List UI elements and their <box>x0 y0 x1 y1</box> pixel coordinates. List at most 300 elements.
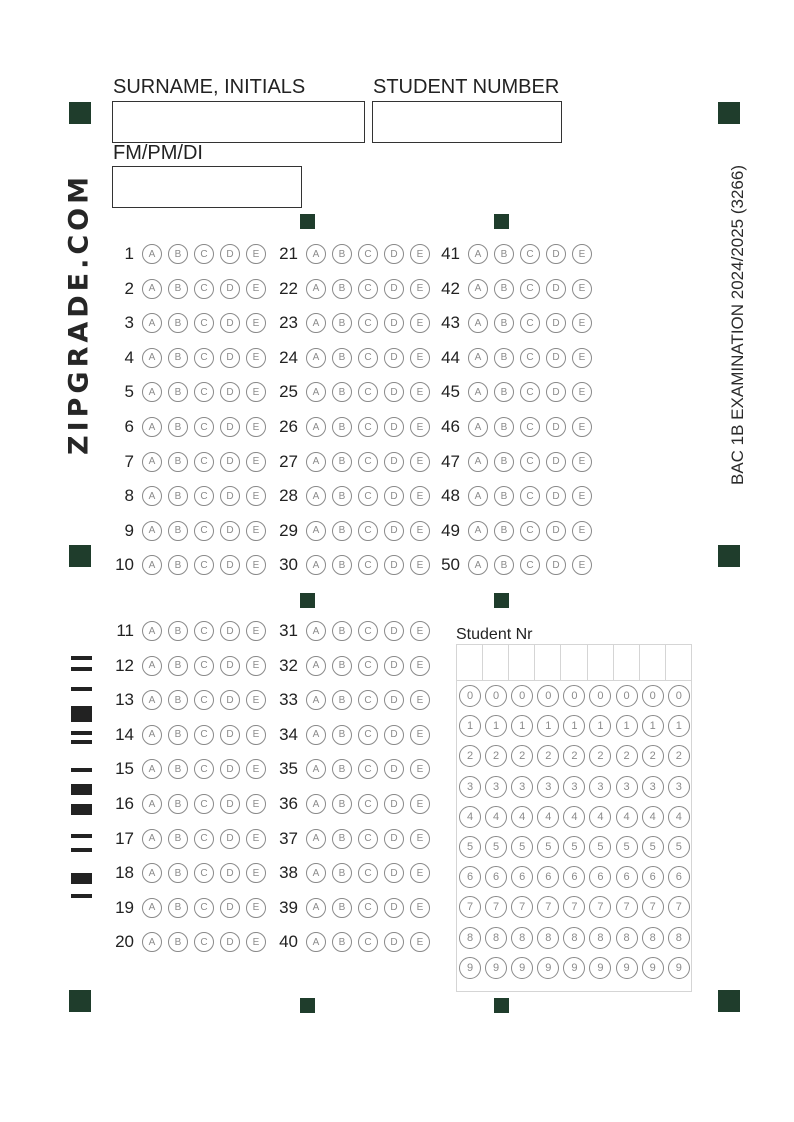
answer-bubble-45-d[interactable]: D <box>546 382 566 402</box>
answer-bubble-46-b[interactable]: B <box>494 417 514 437</box>
answer-bubble-34-b[interactable]: B <box>332 725 352 745</box>
answer-bubble-22-a[interactable]: A <box>306 279 326 299</box>
student-nr-bubble-col7-5[interactable]: 5 <box>616 836 638 858</box>
answer-bubble-45-a[interactable]: A <box>468 382 488 402</box>
student-nr-bubble-col1-8[interactable]: 8 <box>459 927 481 949</box>
student-nr-bubble-col5-5[interactable]: 5 <box>563 836 585 858</box>
answer-bubble-46-c[interactable]: C <box>520 417 540 437</box>
student-nr-bubble-col7-1[interactable]: 1 <box>616 715 638 737</box>
answer-bubble-40-c[interactable]: C <box>358 932 378 952</box>
answer-bubble-1-b[interactable]: B <box>168 244 188 264</box>
answer-bubble-24-a[interactable]: A <box>306 348 326 368</box>
answer-bubble-29-c[interactable]: C <box>358 521 378 541</box>
student-nr-bubble-col1-9[interactable]: 9 <box>459 957 481 979</box>
answer-bubble-6-e[interactable]: E <box>246 417 266 437</box>
answer-bubble-43-a[interactable]: A <box>468 313 488 333</box>
answer-bubble-20-e[interactable]: E <box>246 932 266 952</box>
student-nr-bubble-col4-4[interactable]: 4 <box>537 806 559 828</box>
student-nr-bubble-col9-7[interactable]: 7 <box>668 896 690 918</box>
answer-bubble-49-a[interactable]: A <box>468 521 488 541</box>
student-nr-entry-cell[interactable] <box>457 645 483 681</box>
student-nr-bubble-col6-7[interactable]: 7 <box>589 896 611 918</box>
answer-bubble-41-a[interactable]: A <box>468 244 488 264</box>
answer-bubble-44-e[interactable]: E <box>572 348 592 368</box>
answer-bubble-20-a[interactable]: A <box>142 932 162 952</box>
answer-bubble-37-b[interactable]: B <box>332 829 352 849</box>
answer-bubble-13-a[interactable]: A <box>142 690 162 710</box>
answer-bubble-13-d[interactable]: D <box>220 690 240 710</box>
student-nr-entry-cell[interactable] <box>588 645 614 681</box>
answer-bubble-33-a[interactable]: A <box>306 690 326 710</box>
answer-bubble-7-b[interactable]: B <box>168 452 188 472</box>
answer-bubble-42-b[interactable]: B <box>494 279 514 299</box>
answer-bubble-38-b[interactable]: B <box>332 863 352 883</box>
answer-bubble-30-e[interactable]: E <box>410 555 430 575</box>
answer-bubble-25-c[interactable]: C <box>358 382 378 402</box>
answer-bubble-18-b[interactable]: B <box>168 863 188 883</box>
answer-bubble-43-d[interactable]: D <box>546 313 566 333</box>
answer-bubble-18-c[interactable]: C <box>194 863 214 883</box>
answer-bubble-25-d[interactable]: D <box>384 382 404 402</box>
answer-bubble-35-a[interactable]: A <box>306 759 326 779</box>
student-nr-bubble-col2-5[interactable]: 5 <box>485 836 507 858</box>
student-nr-bubble-col7-2[interactable]: 2 <box>616 745 638 767</box>
answer-bubble-6-a[interactable]: A <box>142 417 162 437</box>
answer-bubble-38-c[interactable]: C <box>358 863 378 883</box>
answer-bubble-44-c[interactable]: C <box>520 348 540 368</box>
student-nr-bubble-col9-3[interactable]: 3 <box>668 776 690 798</box>
student-nr-bubble-col2-7[interactable]: 7 <box>485 896 507 918</box>
answer-bubble-33-e[interactable]: E <box>410 690 430 710</box>
answer-bubble-27-d[interactable]: D <box>384 452 404 472</box>
student-nr-bubble-col2-9[interactable]: 9 <box>485 957 507 979</box>
answer-bubble-42-a[interactable]: A <box>468 279 488 299</box>
student-nr-bubble-col4-1[interactable]: 1 <box>537 715 559 737</box>
answer-bubble-32-e[interactable]: E <box>410 656 430 676</box>
answer-bubble-40-b[interactable]: B <box>332 932 352 952</box>
answer-bubble-20-b[interactable]: B <box>168 932 188 952</box>
answer-bubble-6-c[interactable]: C <box>194 417 214 437</box>
answer-bubble-43-b[interactable]: B <box>494 313 514 333</box>
student-nr-bubble-col5-9[interactable]: 9 <box>563 957 585 979</box>
answer-bubble-17-e[interactable]: E <box>246 829 266 849</box>
answer-bubble-3-b[interactable]: B <box>168 313 188 333</box>
student-nr-bubble-col8-7[interactable]: 7 <box>642 896 664 918</box>
student-nr-bubble-col6-1[interactable]: 1 <box>589 715 611 737</box>
student-nr-bubble-col5-4[interactable]: 4 <box>563 806 585 828</box>
student-nr-bubble-col2-0[interactable]: 0 <box>485 685 507 707</box>
answer-bubble-24-d[interactable]: D <box>384 348 404 368</box>
answer-bubble-47-a[interactable]: A <box>468 452 488 472</box>
student-nr-bubble-col1-5[interactable]: 5 <box>459 836 481 858</box>
answer-bubble-30-c[interactable]: C <box>358 555 378 575</box>
answer-bubble-43-c[interactable]: C <box>520 313 540 333</box>
answer-bubble-28-b[interactable]: B <box>332 486 352 506</box>
answer-bubble-30-d[interactable]: D <box>384 555 404 575</box>
answer-bubble-5-e[interactable]: E <box>246 382 266 402</box>
student-nr-bubble-col4-0[interactable]: 0 <box>537 685 559 707</box>
student-nr-bubble-col3-2[interactable]: 2 <box>511 745 533 767</box>
answer-bubble-10-a[interactable]: A <box>142 555 162 575</box>
answer-bubble-19-a[interactable]: A <box>142 898 162 918</box>
answer-bubble-49-c[interactable]: C <box>520 521 540 541</box>
student-nr-bubble-col4-3[interactable]: 3 <box>537 776 559 798</box>
answer-bubble-5-c[interactable]: C <box>194 382 214 402</box>
answer-bubble-2-b[interactable]: B <box>168 279 188 299</box>
answer-bubble-34-c[interactable]: C <box>358 725 378 745</box>
answer-bubble-35-b[interactable]: B <box>332 759 352 779</box>
student-nr-bubble-col1-3[interactable]: 3 <box>459 776 481 798</box>
answer-bubble-46-a[interactable]: A <box>468 417 488 437</box>
student-nr-bubble-col8-9[interactable]: 9 <box>642 957 664 979</box>
answer-bubble-4-e[interactable]: E <box>246 348 266 368</box>
answer-bubble-15-a[interactable]: A <box>142 759 162 779</box>
answer-bubble-23-c[interactable]: C <box>358 313 378 333</box>
student-nr-bubble-col2-3[interactable]: 3 <box>485 776 507 798</box>
answer-bubble-48-d[interactable]: D <box>546 486 566 506</box>
answer-bubble-37-a[interactable]: A <box>306 829 326 849</box>
student-nr-bubble-col4-7[interactable]: 7 <box>537 896 559 918</box>
answer-bubble-48-a[interactable]: A <box>468 486 488 506</box>
answer-bubble-11-c[interactable]: C <box>194 621 214 641</box>
answer-bubble-48-c[interactable]: C <box>520 486 540 506</box>
student-nr-bubble-col8-5[interactable]: 5 <box>642 836 664 858</box>
answer-bubble-9-d[interactable]: D <box>220 521 240 541</box>
student-number-field[interactable] <box>372 101 562 143</box>
answer-bubble-15-b[interactable]: B <box>168 759 188 779</box>
student-nr-entry-cell[interactable] <box>640 645 666 681</box>
student-nr-bubble-col3-8[interactable]: 8 <box>511 927 533 949</box>
answer-bubble-19-d[interactable]: D <box>220 898 240 918</box>
answer-bubble-35-c[interactable]: C <box>358 759 378 779</box>
answer-bubble-31-c[interactable]: C <box>358 621 378 641</box>
answer-bubble-47-b[interactable]: B <box>494 452 514 472</box>
student-nr-bubble-col5-1[interactable]: 1 <box>563 715 585 737</box>
student-nr-bubble-col3-4[interactable]: 4 <box>511 806 533 828</box>
answer-bubble-39-d[interactable]: D <box>384 898 404 918</box>
student-nr-bubble-col8-8[interactable]: 8 <box>642 927 664 949</box>
student-nr-bubble-col6-2[interactable]: 2 <box>589 745 611 767</box>
answer-bubble-39-c[interactable]: C <box>358 898 378 918</box>
student-nr-bubble-col9-1[interactable]: 1 <box>668 715 690 737</box>
student-nr-bubble-col7-8[interactable]: 8 <box>616 927 638 949</box>
answer-bubble-25-b[interactable]: B <box>332 382 352 402</box>
answer-bubble-32-d[interactable]: D <box>384 656 404 676</box>
answer-bubble-25-a[interactable]: A <box>306 382 326 402</box>
answer-bubble-3-e[interactable]: E <box>246 313 266 333</box>
student-nr-bubble-col1-6[interactable]: 6 <box>459 866 481 888</box>
answer-bubble-29-d[interactable]: D <box>384 521 404 541</box>
answer-bubble-40-e[interactable]: E <box>410 932 430 952</box>
answer-bubble-39-b[interactable]: B <box>332 898 352 918</box>
answer-bubble-31-e[interactable]: E <box>410 621 430 641</box>
student-nr-bubble-col6-4[interactable]: 4 <box>589 806 611 828</box>
answer-bubble-23-b[interactable]: B <box>332 313 352 333</box>
answer-bubble-37-c[interactable]: C <box>358 829 378 849</box>
answer-bubble-36-d[interactable]: D <box>384 794 404 814</box>
student-nr-entry-cell[interactable] <box>614 645 640 681</box>
answer-bubble-12-b[interactable]: B <box>168 656 188 676</box>
student-nr-bubble-col8-1[interactable]: 1 <box>642 715 664 737</box>
answer-bubble-27-b[interactable]: B <box>332 452 352 472</box>
answer-bubble-1-e[interactable]: E <box>246 244 266 264</box>
answer-bubble-18-d[interactable]: D <box>220 863 240 883</box>
student-nr-bubble-col7-6[interactable]: 6 <box>616 866 638 888</box>
student-nr-bubble-col4-5[interactable]: 5 <box>537 836 559 858</box>
answer-bubble-2-d[interactable]: D <box>220 279 240 299</box>
answer-bubble-31-d[interactable]: D <box>384 621 404 641</box>
answer-bubble-32-b[interactable]: B <box>332 656 352 676</box>
student-nr-bubble-col9-5[interactable]: 5 <box>668 836 690 858</box>
student-nr-bubble-col3-0[interactable]: 0 <box>511 685 533 707</box>
answer-bubble-7-d[interactable]: D <box>220 452 240 472</box>
answer-bubble-29-a[interactable]: A <box>306 521 326 541</box>
answer-bubble-8-d[interactable]: D <box>220 486 240 506</box>
answer-bubble-34-e[interactable]: E <box>410 725 430 745</box>
answer-bubble-42-d[interactable]: D <box>546 279 566 299</box>
answer-bubble-14-b[interactable]: B <box>168 725 188 745</box>
answer-bubble-16-d[interactable]: D <box>220 794 240 814</box>
answer-bubble-43-e[interactable]: E <box>572 313 592 333</box>
answer-bubble-18-a[interactable]: A <box>142 863 162 883</box>
student-nr-bubble-col3-1[interactable]: 1 <box>511 715 533 737</box>
answer-bubble-4-a[interactable]: A <box>142 348 162 368</box>
answer-bubble-41-d[interactable]: D <box>546 244 566 264</box>
student-nr-bubble-col9-4[interactable]: 4 <box>668 806 690 828</box>
answer-bubble-14-a[interactable]: A <box>142 725 162 745</box>
surname-field[interactable] <box>112 101 365 143</box>
answer-bubble-27-c[interactable]: C <box>358 452 378 472</box>
answer-bubble-46-e[interactable]: E <box>572 417 592 437</box>
answer-bubble-37-d[interactable]: D <box>384 829 404 849</box>
answer-bubble-44-d[interactable]: D <box>546 348 566 368</box>
answer-bubble-15-d[interactable]: D <box>220 759 240 779</box>
answer-bubble-26-e[interactable]: E <box>410 417 430 437</box>
answer-bubble-26-d[interactable]: D <box>384 417 404 437</box>
answer-bubble-45-b[interactable]: B <box>494 382 514 402</box>
answer-bubble-2-e[interactable]: E <box>246 279 266 299</box>
student-nr-bubble-col5-8[interactable]: 8 <box>563 927 585 949</box>
student-nr-bubble-col6-9[interactable]: 9 <box>589 957 611 979</box>
answer-bubble-36-a[interactable]: A <box>306 794 326 814</box>
answer-bubble-1-c[interactable]: C <box>194 244 214 264</box>
answer-bubble-13-e[interactable]: E <box>246 690 266 710</box>
answer-bubble-32-a[interactable]: A <box>306 656 326 676</box>
answer-bubble-1-a[interactable]: A <box>142 244 162 264</box>
student-nr-bubble-col3-6[interactable]: 6 <box>511 866 533 888</box>
student-nr-bubble-col1-2[interactable]: 2 <box>459 745 481 767</box>
answer-bubble-26-b[interactable]: B <box>332 417 352 437</box>
student-nr-bubble-col4-6[interactable]: 6 <box>537 866 559 888</box>
answer-bubble-20-d[interactable]: D <box>220 932 240 952</box>
student-nr-bubble-col4-2[interactable]: 2 <box>537 745 559 767</box>
answer-bubble-22-e[interactable]: E <box>410 279 430 299</box>
student-nr-bubble-col8-4[interactable]: 4 <box>642 806 664 828</box>
answer-bubble-44-b[interactable]: B <box>494 348 514 368</box>
answer-bubble-30-b[interactable]: B <box>332 555 352 575</box>
student-nr-bubble-col6-3[interactable]: 3 <box>589 776 611 798</box>
answer-bubble-49-d[interactable]: D <box>546 521 566 541</box>
student-nr-bubble-col9-8[interactable]: 8 <box>668 927 690 949</box>
answer-bubble-41-c[interactable]: C <box>520 244 540 264</box>
answer-bubble-48-b[interactable]: B <box>494 486 514 506</box>
student-nr-bubble-col9-9[interactable]: 9 <box>668 957 690 979</box>
student-nr-entry-cell[interactable] <box>509 645 535 681</box>
answer-bubble-15-c[interactable]: C <box>194 759 214 779</box>
student-nr-bubble-col2-6[interactable]: 6 <box>485 866 507 888</box>
student-nr-bubble-col8-3[interactable]: 3 <box>642 776 664 798</box>
answer-bubble-4-c[interactable]: C <box>194 348 214 368</box>
student-nr-bubble-col4-9[interactable]: 9 <box>537 957 559 979</box>
answer-bubble-34-d[interactable]: D <box>384 725 404 745</box>
answer-bubble-23-e[interactable]: E <box>410 313 430 333</box>
answer-bubble-50-b[interactable]: B <box>494 555 514 575</box>
student-nr-bubble-col1-0[interactable]: 0 <box>459 685 481 707</box>
answer-bubble-45-c[interactable]: C <box>520 382 540 402</box>
answer-bubble-38-a[interactable]: A <box>306 863 326 883</box>
student-nr-bubble-col8-2[interactable]: 2 <box>642 745 664 767</box>
answer-bubble-34-a[interactable]: A <box>306 725 326 745</box>
answer-bubble-17-c[interactable]: C <box>194 829 214 849</box>
student-nr-bubble-col9-0[interactable]: 0 <box>668 685 690 707</box>
answer-bubble-36-b[interactable]: B <box>332 794 352 814</box>
answer-bubble-5-d[interactable]: D <box>220 382 240 402</box>
answer-bubble-12-c[interactable]: C <box>194 656 214 676</box>
answer-bubble-9-e[interactable]: E <box>246 521 266 541</box>
answer-bubble-50-d[interactable]: D <box>546 555 566 575</box>
answer-bubble-22-b[interactable]: B <box>332 279 352 299</box>
student-nr-bubble-col7-9[interactable]: 9 <box>616 957 638 979</box>
answer-bubble-17-b[interactable]: B <box>168 829 188 849</box>
answer-bubble-14-d[interactable]: D <box>220 725 240 745</box>
answer-bubble-23-a[interactable]: A <box>306 313 326 333</box>
answer-bubble-6-d[interactable]: D <box>220 417 240 437</box>
answer-bubble-12-e[interactable]: E <box>246 656 266 676</box>
answer-bubble-48-e[interactable]: E <box>572 486 592 506</box>
answer-bubble-7-c[interactable]: C <box>194 452 214 472</box>
student-nr-bubble-col7-3[interactable]: 3 <box>616 776 638 798</box>
answer-bubble-18-e[interactable]: E <box>246 863 266 883</box>
student-nr-bubble-col8-0[interactable]: 0 <box>642 685 664 707</box>
answer-bubble-37-e[interactable]: E <box>410 829 430 849</box>
answer-bubble-36-c[interactable]: C <box>358 794 378 814</box>
answer-bubble-5-b[interactable]: B <box>168 382 188 402</box>
answer-bubble-26-c[interactable]: C <box>358 417 378 437</box>
answer-bubble-44-a[interactable]: A <box>468 348 488 368</box>
answer-bubble-27-e[interactable]: E <box>410 452 430 472</box>
student-nr-bubble-col5-0[interactable]: 0 <box>563 685 585 707</box>
student-nr-bubble-col5-2[interactable]: 2 <box>563 745 585 767</box>
answer-bubble-8-e[interactable]: E <box>246 486 266 506</box>
answer-bubble-3-a[interactable]: A <box>142 313 162 333</box>
answer-bubble-24-e[interactable]: E <box>410 348 430 368</box>
answer-bubble-50-a[interactable]: A <box>468 555 488 575</box>
answer-bubble-11-d[interactable]: D <box>220 621 240 641</box>
answer-bubble-6-b[interactable]: B <box>168 417 188 437</box>
answer-bubble-14-c[interactable]: C <box>194 725 214 745</box>
answer-bubble-47-c[interactable]: C <box>520 452 540 472</box>
student-nr-bubble-col9-6[interactable]: 6 <box>668 866 690 888</box>
answer-bubble-3-c[interactable]: C <box>194 313 214 333</box>
answer-bubble-19-e[interactable]: E <box>246 898 266 918</box>
answer-bubble-21-b[interactable]: B <box>332 244 352 264</box>
answer-bubble-16-e[interactable]: E <box>246 794 266 814</box>
group-field[interactable] <box>112 166 302 208</box>
student-nr-bubble-col2-2[interactable]: 2 <box>485 745 507 767</box>
answer-bubble-10-b[interactable]: B <box>168 555 188 575</box>
answer-bubble-21-d[interactable]: D <box>384 244 404 264</box>
answer-bubble-24-c[interactable]: C <box>358 348 378 368</box>
answer-bubble-33-c[interactable]: C <box>358 690 378 710</box>
answer-bubble-39-a[interactable]: A <box>306 898 326 918</box>
answer-bubble-28-e[interactable]: E <box>410 486 430 506</box>
answer-bubble-1-d[interactable]: D <box>220 244 240 264</box>
answer-bubble-41-b[interactable]: B <box>494 244 514 264</box>
student-nr-bubble-col2-8[interactable]: 8 <box>485 927 507 949</box>
answer-bubble-42-e[interactable]: E <box>572 279 592 299</box>
student-nr-bubble-col6-8[interactable]: 8 <box>589 927 611 949</box>
answer-bubble-35-d[interactable]: D <box>384 759 404 779</box>
answer-bubble-42-c[interactable]: C <box>520 279 540 299</box>
answer-bubble-16-b[interactable]: B <box>168 794 188 814</box>
answer-bubble-25-e[interactable]: E <box>410 382 430 402</box>
student-nr-bubble-col7-4[interactable]: 4 <box>616 806 638 828</box>
student-nr-bubble-col7-0[interactable]: 0 <box>616 685 638 707</box>
answer-bubble-17-d[interactable]: D <box>220 829 240 849</box>
answer-bubble-29-b[interactable]: B <box>332 521 352 541</box>
answer-bubble-39-e[interactable]: E <box>410 898 430 918</box>
student-nr-bubble-col1-7[interactable]: 7 <box>459 896 481 918</box>
answer-bubble-38-d[interactable]: D <box>384 863 404 883</box>
answer-bubble-31-b[interactable]: B <box>332 621 352 641</box>
answer-bubble-29-e[interactable]: E <box>410 521 430 541</box>
student-nr-entry-cell[interactable] <box>483 645 509 681</box>
answer-bubble-20-c[interactable]: C <box>194 932 214 952</box>
answer-bubble-13-b[interactable]: B <box>168 690 188 710</box>
answer-bubble-7-e[interactable]: E <box>246 452 266 472</box>
student-nr-entry-cell[interactable] <box>535 645 561 681</box>
student-nr-bubble-col3-3[interactable]: 3 <box>511 776 533 798</box>
student-nr-entry-cell[interactable] <box>666 645 691 681</box>
answer-bubble-14-e[interactable]: E <box>246 725 266 745</box>
student-nr-bubble-col2-1[interactable]: 1 <box>485 715 507 737</box>
answer-bubble-8-c[interactable]: C <box>194 486 214 506</box>
answer-bubble-28-a[interactable]: A <box>306 486 326 506</box>
answer-bubble-50-e[interactable]: E <box>572 555 592 575</box>
answer-bubble-13-c[interactable]: C <box>194 690 214 710</box>
answer-bubble-9-a[interactable]: A <box>142 521 162 541</box>
student-nr-bubble-col3-7[interactable]: 7 <box>511 896 533 918</box>
answer-bubble-9-b[interactable]: B <box>168 521 188 541</box>
answer-bubble-22-c[interactable]: C <box>358 279 378 299</box>
answer-bubble-16-c[interactable]: C <box>194 794 214 814</box>
answer-bubble-46-d[interactable]: D <box>546 417 566 437</box>
answer-bubble-47-e[interactable]: E <box>572 452 592 472</box>
answer-bubble-8-b[interactable]: B <box>168 486 188 506</box>
answer-bubble-7-a[interactable]: A <box>142 452 162 472</box>
answer-bubble-35-e[interactable]: E <box>410 759 430 779</box>
answer-bubble-27-a[interactable]: A <box>306 452 326 472</box>
student-nr-bubble-col4-8[interactable]: 8 <box>537 927 559 949</box>
answer-bubble-49-b[interactable]: B <box>494 521 514 541</box>
student-nr-bubble-col8-6[interactable]: 6 <box>642 866 664 888</box>
student-nr-bubble-col6-5[interactable]: 5 <box>589 836 611 858</box>
answer-bubble-10-c[interactable]: C <box>194 555 214 575</box>
answer-bubble-11-b[interactable]: B <box>168 621 188 641</box>
answer-bubble-11-e[interactable]: E <box>246 621 266 641</box>
answer-bubble-4-d[interactable]: D <box>220 348 240 368</box>
answer-bubble-10-e[interactable]: E <box>246 555 266 575</box>
